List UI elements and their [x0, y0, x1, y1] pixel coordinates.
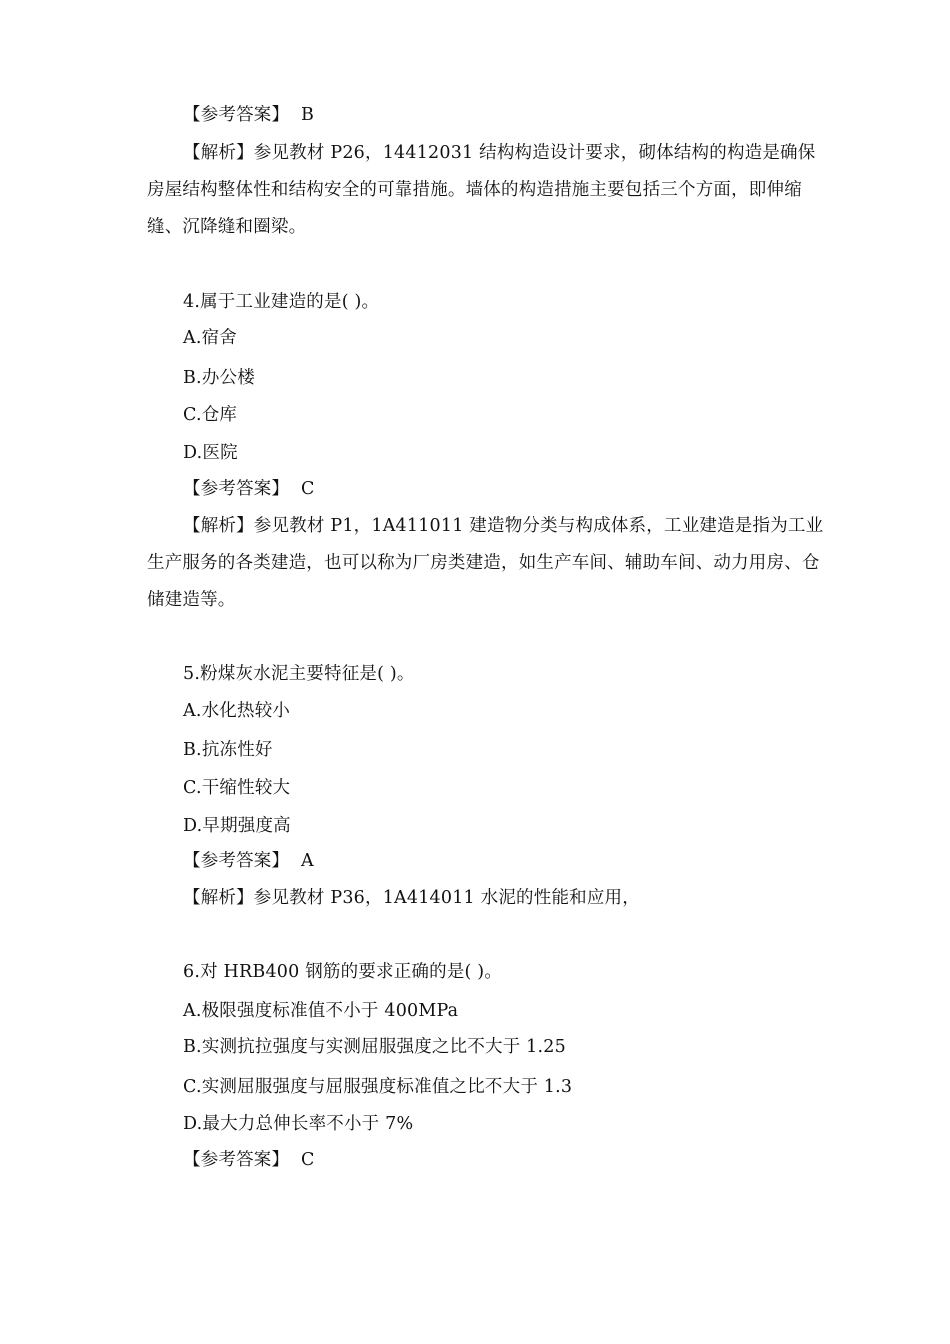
q6-option-b: B.实测抗拉强度与实测屈服强度之比不大于 1.25: [183, 1037, 566, 1057]
question-5: 5.粉煤灰水泥主要特征是( )。: [183, 664, 415, 684]
question-4: 4.属于工业建造的是( )。: [183, 292, 380, 312]
answer-value: C: [300, 1150, 315, 1170]
q6-option-d: D.最大力总伸长率不小于 7%: [183, 1114, 414, 1134]
q5-option-c: C.干缩性较大: [183, 778, 291, 798]
answer-value: C: [300, 479, 315, 499]
prev-explanation: 【解析】参见教材 P26，14412031 结构构造设计要求，砌体结构的构造是确保房屋结构整体性和结构安全的可靠措施。墙体的构造措施主要包括三个方面，即伸缩缝、沉降缝和圈梁。: [147, 143, 816, 237]
prev-answer-line: [183, 101, 314, 126]
answer-value: B: [300, 105, 315, 125]
question-6: 6.对 HRB400 钢筋的要求正确的是( )。: [183, 962, 503, 982]
q4-explanation: 【解析】参见教材 P1，1A411011 建造物分类与构成体系，工业建造是指为工业生产服务的各类建造，也可以称为厂房类建造，如生产车间、辅助车间、动力用房、仓储建造等。: [147, 516, 824, 610]
q4-option-c: C.仓库: [183, 405, 238, 425]
answer-value: A: [300, 851, 314, 871]
q5-option-d: D.早期强度高: [183, 816, 291, 836]
answer-label: 【参考答案】: [183, 1150, 290, 1170]
q4-answer-line: [183, 475, 315, 500]
q6-option-a: A.极限强度标准值不小于 400MPa: [183, 1001, 459, 1021]
q5-explanation: 【解析】参见教材 P36，1A414011 水泥的性能和应用，: [183, 888, 640, 908]
q4-option-a: A.宿舍: [183, 328, 238, 348]
answer-label: 【参考答案】: [183, 479, 290, 499]
answer-label: 【参考答案】: [183, 105, 290, 125]
q5-option-a: A.水化热较小: [183, 701, 291, 721]
q5-option-b: B.抗冻性好: [183, 740, 273, 760]
q4-option-b: B.办公楼: [183, 368, 255, 388]
answer-label: 【参考答案】: [183, 851, 290, 871]
q4-option-d: D.医院: [183, 443, 238, 463]
q6-answer-line: [183, 1146, 315, 1171]
q6-option-c: C.实测屈服强度与屈服强度标准值之比不大于 1.3: [183, 1077, 573, 1097]
q5-answer-line: [183, 847, 314, 872]
